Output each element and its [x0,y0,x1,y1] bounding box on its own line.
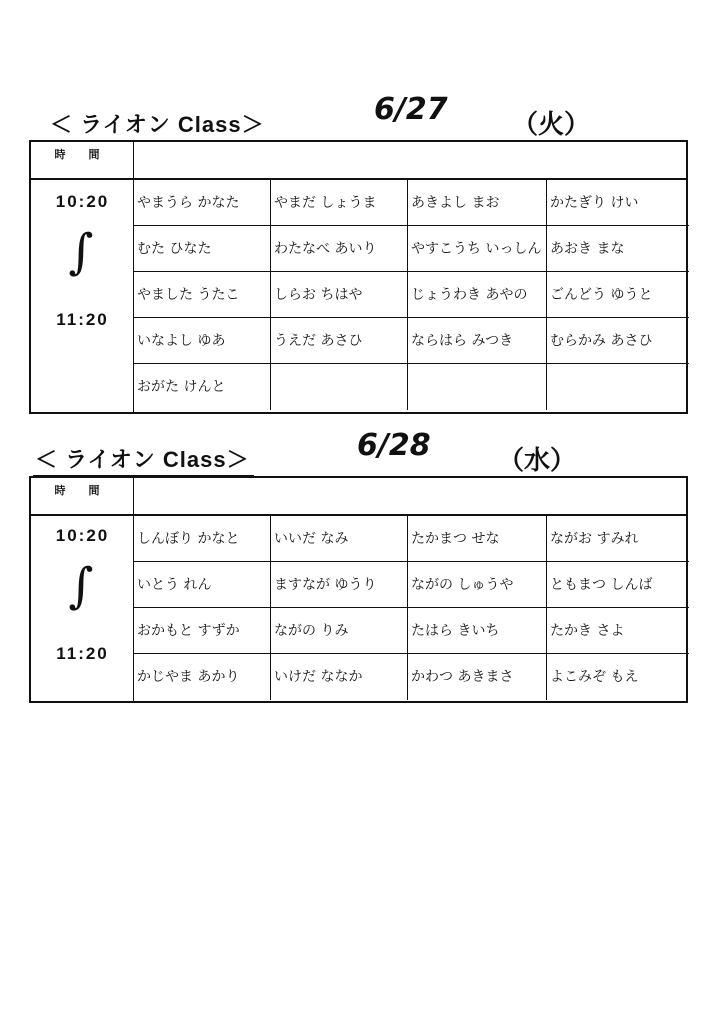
student-name-cell: あおき まな [547,226,689,272]
student-name-cell: じょうわき あやの [408,272,547,318]
time-column [31,180,134,412]
start-time: 10:20 [55,526,110,545]
end-time: 11:20 [56,310,109,329]
class-title: ＜ ライオン Class＞ [33,443,254,477]
student-name-cell: いなよし ゆあ [134,318,271,364]
time-range-separator: ∫ [68,224,94,280]
student-name-cell: たはら きいち [408,608,547,654]
student-name-cell [547,364,689,410]
student-name-grid [134,516,686,701]
student-name-cell: ならはら みつき [408,318,547,364]
student-name-cell: かたぎり けい [547,180,689,226]
student-name-cell: むらかみ あさひ [547,318,689,364]
table-header-row [31,478,686,516]
student-name-cell: いとう れん [134,562,271,608]
student-name-cell: ながの しゅうや [408,562,547,608]
student-name-cell: やました うたこ [134,272,271,318]
table-header-row [31,142,686,180]
time-range-separator: ∫ [68,558,94,614]
day-of-week-label: （水） [498,446,577,476]
student-name-cell [271,364,408,410]
student-name-cell: うえだ あさひ [271,318,408,364]
student-name-cell: よこみぞ もえ [550,669,639,685]
time-header: 時 間 [31,142,134,178]
time-column [31,516,134,701]
student-name-cell: おがた けんと [134,364,271,410]
date-label: 6/28 [357,428,431,463]
end-time: 11:20 [56,644,109,663]
start-time: 10:20 [55,192,110,211]
student-name-cell: ともまつ しんば [547,562,689,608]
student-name-cell: やすこうち いっしん [408,226,547,272]
student-name-cell [408,364,547,410]
student-name-cell: かわつ あきまさ [408,654,547,700]
class-title: ＜ ライオン Class＞ [48,108,269,142]
student-name-cell: かじやま あかり [134,654,271,700]
student-name-cell: やまうら かなた [134,180,271,226]
student-name-cell: いけだ ななか [271,654,408,700]
student-name-cell: しらお ちはや [271,272,408,318]
student-name-cell: おかもと すずか [134,608,271,654]
student-name-cell: ますなが ゆうり [271,562,408,608]
student-name-cell: いいだ なみ [271,516,408,562]
student-name-cell: ごんどう ゆうと [547,272,689,318]
schedule-table-2 [29,476,688,703]
day-of-week-label: （火） [512,110,591,140]
time-header: 時 間 [31,478,134,514]
student-name-cell: たかき さよ [547,608,689,654]
student-name-cell: あきよし まお [408,180,547,226]
date-label: 6/27 [374,92,448,127]
student-name-cell: むた ひなた [134,226,271,272]
student-name-cell: ながお すみれ [547,516,689,562]
student-name-cell: ながの りみ [271,608,408,654]
student-name-cell: たかまつ せな [408,516,547,562]
student-name-grid [134,180,686,412]
student-name-cell: やまだ しょうま [271,180,408,226]
student-name-cell: わたなべ あいり [271,226,408,272]
schedule-table-1 [29,140,688,414]
student-name-cell: しんぼり かなと [134,516,271,562]
